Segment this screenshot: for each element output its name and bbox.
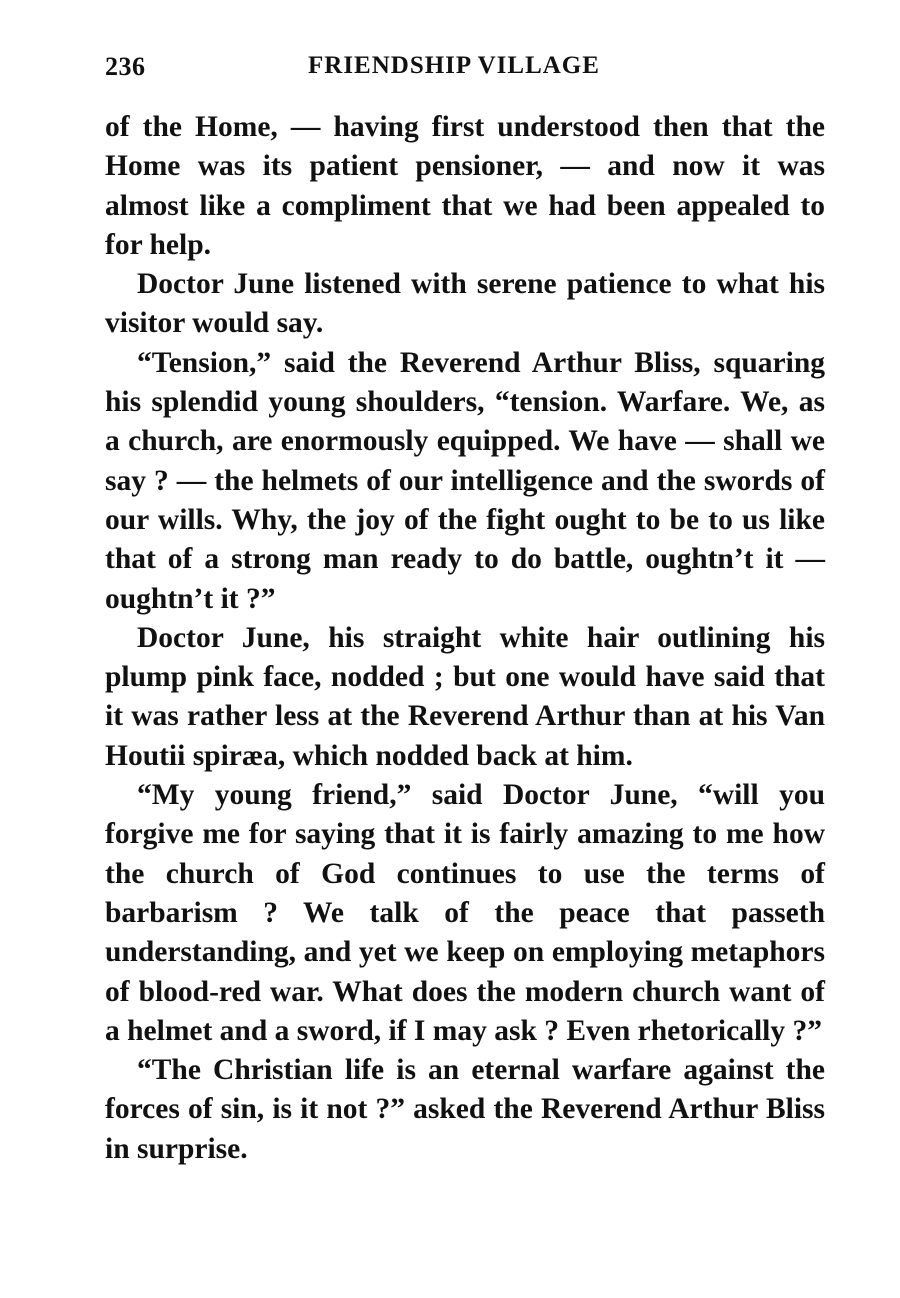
running-head <box>105 52 825 92</box>
paragraph: “My young friend,” said Doctor June, “will you forgive me for saying that it is fairly amazing to me how the church of God continues to use the terms of barbarism ? We talk of the peace that passeth understanding, and yet we keep on employing metaphors of blood-red war. What does the modern church want of a helmet and a sword, if I may ask ? Even rhetorically ?” <box>105 779 825 1047</box>
body-text <box>105 108 825 1169</box>
paragraph: Doctor June, his straight white hair outlining his plump pink face, nodded ; but one would have said that it was rather less at the Reverend Arthur than at his Van Houtii spiræa, which nodded back at him. <box>105 621 825 772</box>
paragraph: “Tension,” said the Reverend Arthur Bliss, squaring his splendid young shoulders, “tension. Warfare. We, as a church, are enormously equipped. We have — shall we say ? — the helmets of our intelligence and the swords of our wills. Why, the joy of the fight ought to be to us like that of a strong man ready to do battle, oughtn’t it — oughtn’t it ?” <box>105 346 825 615</box>
paragraph: of the Home, — having first understood then that the Home was its patient pensioner, — and now it was almost like a compliment that we had been appealed to for help. <box>105 111 825 261</box>
book-title: FRIENDSHIP VILLAGE <box>308 52 600 79</box>
page-number: 236 <box>105 52 146 81</box>
book-page <box>105 52 825 1169</box>
paragraph: “The Christian life is an eternal warfare against the forces of sin, is it not ?” asked the Reverend Arthur Bliss in surprise. <box>105 1054 825 1165</box>
paragraph: Doctor June listened with serene patience to what his visitor would say. <box>105 268 825 340</box>
